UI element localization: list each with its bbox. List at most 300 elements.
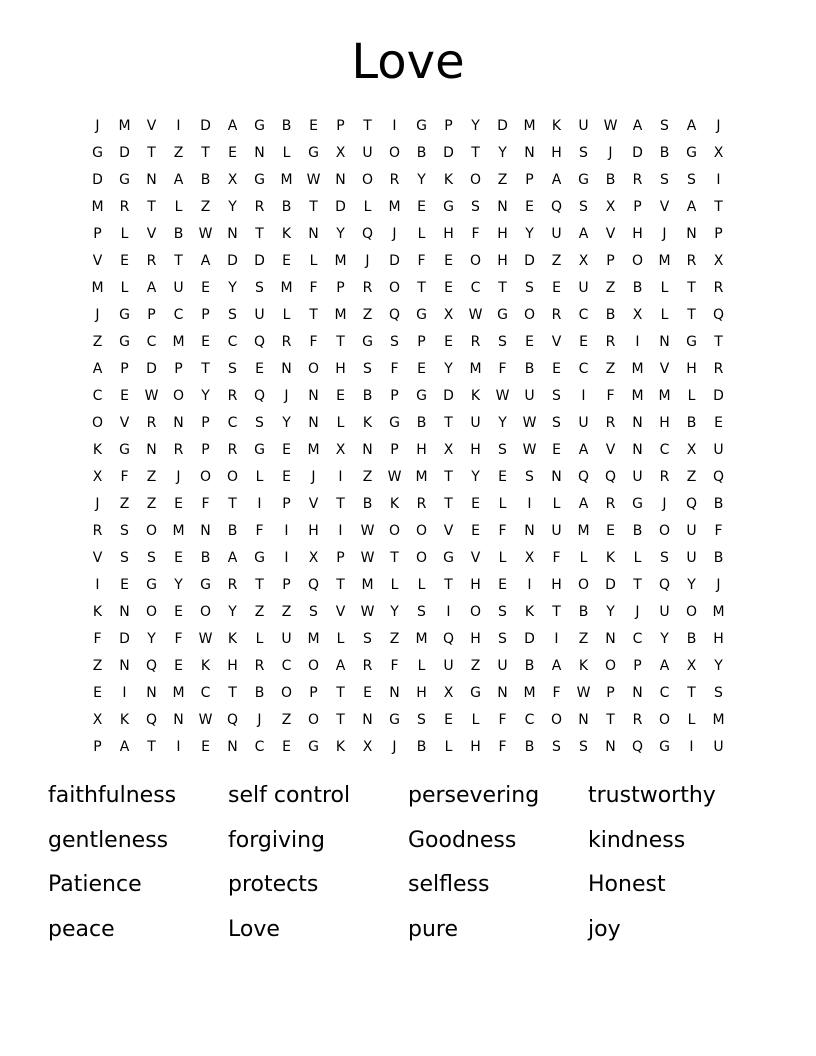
grid-letter: E <box>282 739 291 755</box>
grid-letter: Z <box>146 469 157 485</box>
grid-letter: P <box>309 685 318 701</box>
grid-letter: S <box>309 604 318 620</box>
grid-letter: R <box>227 442 238 458</box>
grid-letter: Q <box>712 469 725 485</box>
grid-letter: F <box>255 523 264 539</box>
grid-letter: E <box>336 388 345 404</box>
grid-letter: I <box>527 577 532 593</box>
grid-letter: V <box>659 361 670 377</box>
grid-letter: E <box>255 361 264 377</box>
grid-letter: G <box>416 388 427 404</box>
grid-letter: H <box>416 685 427 701</box>
grid-letter: P <box>390 388 399 404</box>
grid-letter: K <box>389 496 400 512</box>
grid-letter: D <box>227 253 238 269</box>
grid-letter: Z <box>470 658 481 674</box>
grid-letter: F <box>390 361 399 377</box>
grid-letter: H <box>551 145 562 161</box>
grid-letter: D <box>335 199 346 215</box>
grid-letter: Y <box>606 604 615 620</box>
grid-letter: B <box>605 172 616 188</box>
grid-letter: E <box>174 550 183 566</box>
grid-letter: Q <box>361 226 374 242</box>
grid-letter: Y <box>228 280 237 296</box>
grid-letter: C <box>227 334 238 350</box>
grid-letter: O <box>658 523 671 539</box>
grid-letter: M <box>658 388 671 404</box>
grid-letter: B <box>524 739 535 755</box>
grid-letter: O <box>604 658 617 674</box>
grid-letter: O <box>415 523 428 539</box>
grid-letter: R <box>227 577 238 593</box>
grid-letter: N <box>119 658 130 674</box>
grid-letter: I <box>446 604 451 620</box>
grid-letter: I <box>689 739 694 755</box>
grid-letter: U <box>632 469 643 485</box>
grid-letter: S <box>363 361 372 377</box>
grid-letter: T <box>687 307 696 323</box>
word-list-item: peace <box>48 917 115 943</box>
grid-letter: A <box>578 226 589 242</box>
grid-letter: N <box>497 685 508 701</box>
grid-letter: W <box>522 415 537 431</box>
grid-letter: R <box>92 523 103 539</box>
grid-letter: R <box>713 361 724 377</box>
grid-letter: O <box>226 469 239 485</box>
grid-letter: L <box>498 496 507 512</box>
grid-letter: T <box>417 280 426 296</box>
grid-letter: R <box>659 469 670 485</box>
word-list-item: joy <box>588 917 621 943</box>
grid-letter: Y <box>201 388 210 404</box>
grid-letter: G <box>119 334 130 350</box>
grid-letter: Z <box>92 334 103 350</box>
grid-letter: F <box>309 280 318 296</box>
grid-letter: D <box>443 145 454 161</box>
grid-letter: N <box>632 415 643 431</box>
grid-letter: O <box>307 361 320 377</box>
grid-letter: L <box>660 280 669 296</box>
grid-letter: J <box>608 145 613 161</box>
grid-letter: T <box>336 577 345 593</box>
grid-letter: A <box>686 199 697 215</box>
grid-letter: D <box>92 172 103 188</box>
grid-letter: Y <box>444 361 453 377</box>
grid-letter: S <box>498 442 507 458</box>
grid-letter: A <box>632 118 643 134</box>
grid-letter: T <box>606 712 615 728</box>
grid-letter: L <box>282 307 291 323</box>
grid-letter: T <box>444 577 453 593</box>
grid-letter: M <box>415 469 428 485</box>
grid-letter: T <box>390 550 399 566</box>
grid-letter: G <box>119 307 130 323</box>
grid-letter: O <box>388 280 401 296</box>
grid-letter: S <box>498 334 507 350</box>
grid-letter: B <box>416 415 427 431</box>
grid-letter: Q <box>442 631 455 647</box>
grid-letter: G <box>659 739 670 755</box>
grid-letter: L <box>417 226 426 242</box>
grid-letter: F <box>606 388 615 404</box>
grid-letter: Z <box>605 280 616 296</box>
grid-letter: D <box>497 118 508 134</box>
word-list-item: self control <box>228 783 351 808</box>
grid-letter: P <box>444 118 453 134</box>
grid-letter: D <box>119 145 130 161</box>
grid-letter: B <box>686 415 697 431</box>
grid-letter: I <box>284 550 289 566</box>
grid-letter: G <box>443 550 454 566</box>
grid-letter: I <box>554 631 559 647</box>
grid-letter: J <box>176 469 181 485</box>
grid-letter: L <box>282 145 291 161</box>
grid-letter: V <box>146 226 157 242</box>
grid-letter: Z <box>254 604 265 620</box>
grid-letter: R <box>281 334 292 350</box>
grid-letter: M <box>631 388 644 404</box>
grid-letter: F <box>309 334 318 350</box>
grid-letter: P <box>606 685 615 701</box>
grid-letter: N <box>200 523 211 539</box>
grid-letter: G <box>119 442 130 458</box>
grid-letter: T <box>174 253 183 269</box>
grid-letter: H <box>416 442 427 458</box>
grid-letter: T <box>309 307 318 323</box>
grid-letter: S <box>552 388 561 404</box>
grid-letter: S <box>228 307 237 323</box>
grid-letter: P <box>633 658 642 674</box>
grid-letter: Z <box>578 631 589 647</box>
grid-letter: J <box>95 496 100 512</box>
grid-letter: S <box>579 199 588 215</box>
grid-letter: P <box>525 172 534 188</box>
grid-letter: K <box>92 442 103 458</box>
grid-letter: T <box>336 334 345 350</box>
grid-letter: O <box>145 604 158 620</box>
grid-letter: A <box>551 172 562 188</box>
grid-letter: N <box>146 442 157 458</box>
grid-letter: T <box>255 577 264 593</box>
grid-letter: O <box>388 523 401 539</box>
grid-letter: G <box>119 172 130 188</box>
grid-letter: Q <box>307 577 320 593</box>
grid-letter: R <box>632 172 643 188</box>
grid-letter: V <box>92 550 103 566</box>
grid-letter: O <box>307 658 320 674</box>
grid-letter: L <box>309 253 318 269</box>
grid-letter: V <box>551 334 562 350</box>
word-list-item: kindness <box>588 827 686 853</box>
grid-letter: D <box>632 145 643 161</box>
grid-letter: N <box>497 199 508 215</box>
grid-letter: G <box>497 307 508 323</box>
grid-letter: M <box>631 361 644 377</box>
grid-letter: R <box>173 442 184 458</box>
word-list-item: protects <box>228 872 319 898</box>
grid-letter: E <box>201 334 210 350</box>
grid-letter: F <box>174 631 183 647</box>
grid-letter: W <box>576 685 591 701</box>
grid-letter: A <box>578 442 589 458</box>
grid-letter: I <box>176 118 181 134</box>
grid-letter: Z <box>389 631 400 647</box>
grid-letter: W <box>198 226 213 242</box>
grid-letter: B <box>416 145 427 161</box>
grid-letter: R <box>605 415 616 431</box>
grid-letter: R <box>470 334 481 350</box>
grid-letter: N <box>173 712 184 728</box>
grid-letter: F <box>120 469 129 485</box>
grid-letter: R <box>389 172 400 188</box>
grid-letter: Q <box>631 739 644 755</box>
grid-letter: J <box>95 307 100 323</box>
grid-letter: Z <box>173 145 184 161</box>
grid-letter: J <box>392 739 397 755</box>
grid-letter: D <box>119 631 130 647</box>
grid-letter: T <box>444 496 453 512</box>
grid-letter: Q <box>712 307 725 323</box>
grid-letter: X <box>632 307 643 323</box>
grid-letter: X <box>362 739 373 755</box>
grid-letter: L <box>390 577 399 593</box>
grid-letter: Q <box>226 712 239 728</box>
grid-letter: M <box>280 280 293 296</box>
grid-letter: I <box>176 739 181 755</box>
grid-letter: P <box>336 118 345 134</box>
grid-letter: G <box>146 577 157 593</box>
grid-letter: O <box>469 604 482 620</box>
grid-letter: N <box>605 739 616 755</box>
grid-letter: H <box>227 658 238 674</box>
grid-letter: S <box>660 550 669 566</box>
word-list-item: Patience <box>48 872 142 898</box>
grid-letter: O <box>145 523 158 539</box>
grid-letter: U <box>686 550 697 566</box>
grid-letter: W <box>144 388 159 404</box>
word-list-item: persevering <box>408 783 540 808</box>
grid-letter: F <box>498 361 507 377</box>
grid-letter: Y <box>471 469 480 485</box>
grid-letter: E <box>174 658 183 674</box>
grid-letter: T <box>498 280 507 296</box>
grid-letter: R <box>605 496 616 512</box>
grid-letter: Z <box>497 172 508 188</box>
grid-letter: H <box>470 739 481 755</box>
grid-letter: H <box>335 361 346 377</box>
grid-letter: F <box>390 658 399 674</box>
grid-letter: C <box>200 685 211 701</box>
grid-letter: M <box>280 172 293 188</box>
grid-letter: Y <box>417 172 426 188</box>
grid-letter: X <box>578 253 589 269</box>
grid-letter: S <box>120 550 129 566</box>
grid-letter: T <box>201 145 210 161</box>
grid-letter: B <box>173 226 184 242</box>
grid-letter: C <box>281 658 292 674</box>
grid-letter: T <box>363 118 372 134</box>
grid-letter: B <box>200 172 211 188</box>
grid-letter: O <box>550 712 563 728</box>
grid-letter: T <box>201 361 210 377</box>
grid-letter: Z <box>119 496 130 512</box>
grid-letter: L <box>579 550 588 566</box>
grid-letter: V <box>308 496 319 512</box>
grid-letter: H <box>497 226 508 242</box>
grid-letter: K <box>119 712 130 728</box>
grid-letter: X <box>335 442 346 458</box>
grid-letter: K <box>227 631 238 647</box>
grid-letter: R <box>227 388 238 404</box>
grid-letter: J <box>635 604 640 620</box>
grid-letter: I <box>284 523 289 539</box>
grid-letter: S <box>525 469 534 485</box>
grid-letter: B <box>227 523 238 539</box>
grid-letter: O <box>415 550 428 566</box>
grid-letter: P <box>147 307 156 323</box>
grid-letter: L <box>336 415 345 431</box>
grid-letter: O <box>631 253 644 269</box>
grid-letter: L <box>363 199 372 215</box>
grid-letter: B <box>632 523 643 539</box>
grid-letter: V <box>605 442 616 458</box>
grid-letter: T <box>336 685 345 701</box>
grid-letter: N <box>227 226 238 242</box>
grid-letter: H <box>308 523 319 539</box>
grid-letter: D <box>254 253 265 269</box>
grid-letter: L <box>336 631 345 647</box>
grid-letter: X <box>335 145 346 161</box>
grid-letter: G <box>416 307 427 323</box>
grid-letter: T <box>552 604 561 620</box>
grid-letter: G <box>389 712 400 728</box>
grid-letter: E <box>201 280 210 296</box>
grid-letter: T <box>471 145 480 161</box>
grid-letter: S <box>147 550 156 566</box>
grid-letter: K <box>281 226 292 242</box>
grid-letter: I <box>581 388 586 404</box>
grid-letter: N <box>605 631 616 647</box>
grid-letter: B <box>254 685 265 701</box>
grid-letter: V <box>659 199 670 215</box>
grid-letter: L <box>633 550 642 566</box>
grid-letter: O <box>469 253 482 269</box>
grid-letter: P <box>417 334 426 350</box>
grid-letter: E <box>579 334 588 350</box>
grid-letter: F <box>552 685 561 701</box>
grid-letter: M <box>172 685 185 701</box>
grid-letter: K <box>92 604 103 620</box>
grid-letter: I <box>716 172 721 188</box>
grid-letter: B <box>713 550 724 566</box>
grid-letter: U <box>659 604 670 620</box>
grid-letter: M <box>91 199 104 215</box>
grid-letter: I <box>95 577 100 593</box>
grid-letter: Y <box>336 226 345 242</box>
grid-letter: N <box>173 415 184 431</box>
grid-letter: P <box>336 280 345 296</box>
grid-letter: Q <box>685 496 698 512</box>
grid-letter: S <box>390 334 399 350</box>
grid-letter: J <box>662 226 667 242</box>
grid-letter: N <box>362 442 373 458</box>
grid-letter: N <box>146 172 157 188</box>
grid-letter: E <box>174 496 183 512</box>
grid-letter: Y <box>714 658 723 674</box>
grid-letter: U <box>713 442 724 458</box>
grid-letter: U <box>686 523 697 539</box>
grid-letter: F <box>417 253 426 269</box>
grid-letter: H <box>686 361 697 377</box>
grid-letter: G <box>686 334 697 350</box>
grid-letter: N <box>362 712 373 728</box>
grid-letter: J <box>284 388 289 404</box>
grid-letter: N <box>524 523 535 539</box>
grid-letter: V <box>119 415 130 431</box>
word-list-item: pure <box>408 917 459 943</box>
grid-letter: K <box>200 658 211 674</box>
grid-letter: X <box>443 685 454 701</box>
grid-letter: X <box>443 442 454 458</box>
grid-letter: S <box>417 712 426 728</box>
grid-letter: I <box>338 523 343 539</box>
grid-letter: M <box>523 685 536 701</box>
grid-letter: Z <box>281 712 292 728</box>
grid-letter: N <box>686 226 697 242</box>
grid-letter: R <box>146 253 157 269</box>
grid-letter: M <box>334 307 347 323</box>
grid-letter: E <box>174 604 183 620</box>
grid-letter: F <box>471 226 480 242</box>
grid-letter: E <box>120 253 129 269</box>
grid-letter: E <box>228 145 237 161</box>
grid-letter: Y <box>282 415 291 431</box>
grid-letter: W <box>360 550 375 566</box>
grid-letter: P <box>714 226 723 242</box>
grid-letter: Q <box>253 334 266 350</box>
grid-letter: E <box>444 253 453 269</box>
grid-letter: X <box>92 712 103 728</box>
grid-letter: D <box>200 118 211 134</box>
grid-letter: B <box>659 145 670 161</box>
word-list-item: gentleness <box>48 827 169 853</box>
grid-letter: Z <box>605 361 616 377</box>
grid-letter: Z <box>362 307 373 323</box>
grid-letter: I <box>527 496 532 512</box>
grid-letter: S <box>255 415 264 431</box>
grid-letter: T <box>336 712 345 728</box>
grid-letter: E <box>363 685 372 701</box>
grid-letter: P <box>120 361 129 377</box>
grid-letter: B <box>605 307 616 323</box>
grid-letter: B <box>524 658 535 674</box>
grid-letter: Q <box>145 658 158 674</box>
grid-letter: G <box>254 550 265 566</box>
grid-letter: P <box>93 739 102 755</box>
grid-letter: S <box>498 631 507 647</box>
grid-letter: P <box>201 442 210 458</box>
grid-letter: A <box>578 496 589 512</box>
grid-letter: A <box>119 739 130 755</box>
grid-letter: F <box>93 631 102 647</box>
grid-letter: M <box>523 118 536 134</box>
grid-letter: F <box>552 550 561 566</box>
grid-letter: E <box>498 469 507 485</box>
word-list-item: forgiving <box>228 827 325 853</box>
grid-letter: Y <box>228 604 237 620</box>
grid-letter: B <box>416 739 427 755</box>
grid-letter: U <box>362 145 373 161</box>
